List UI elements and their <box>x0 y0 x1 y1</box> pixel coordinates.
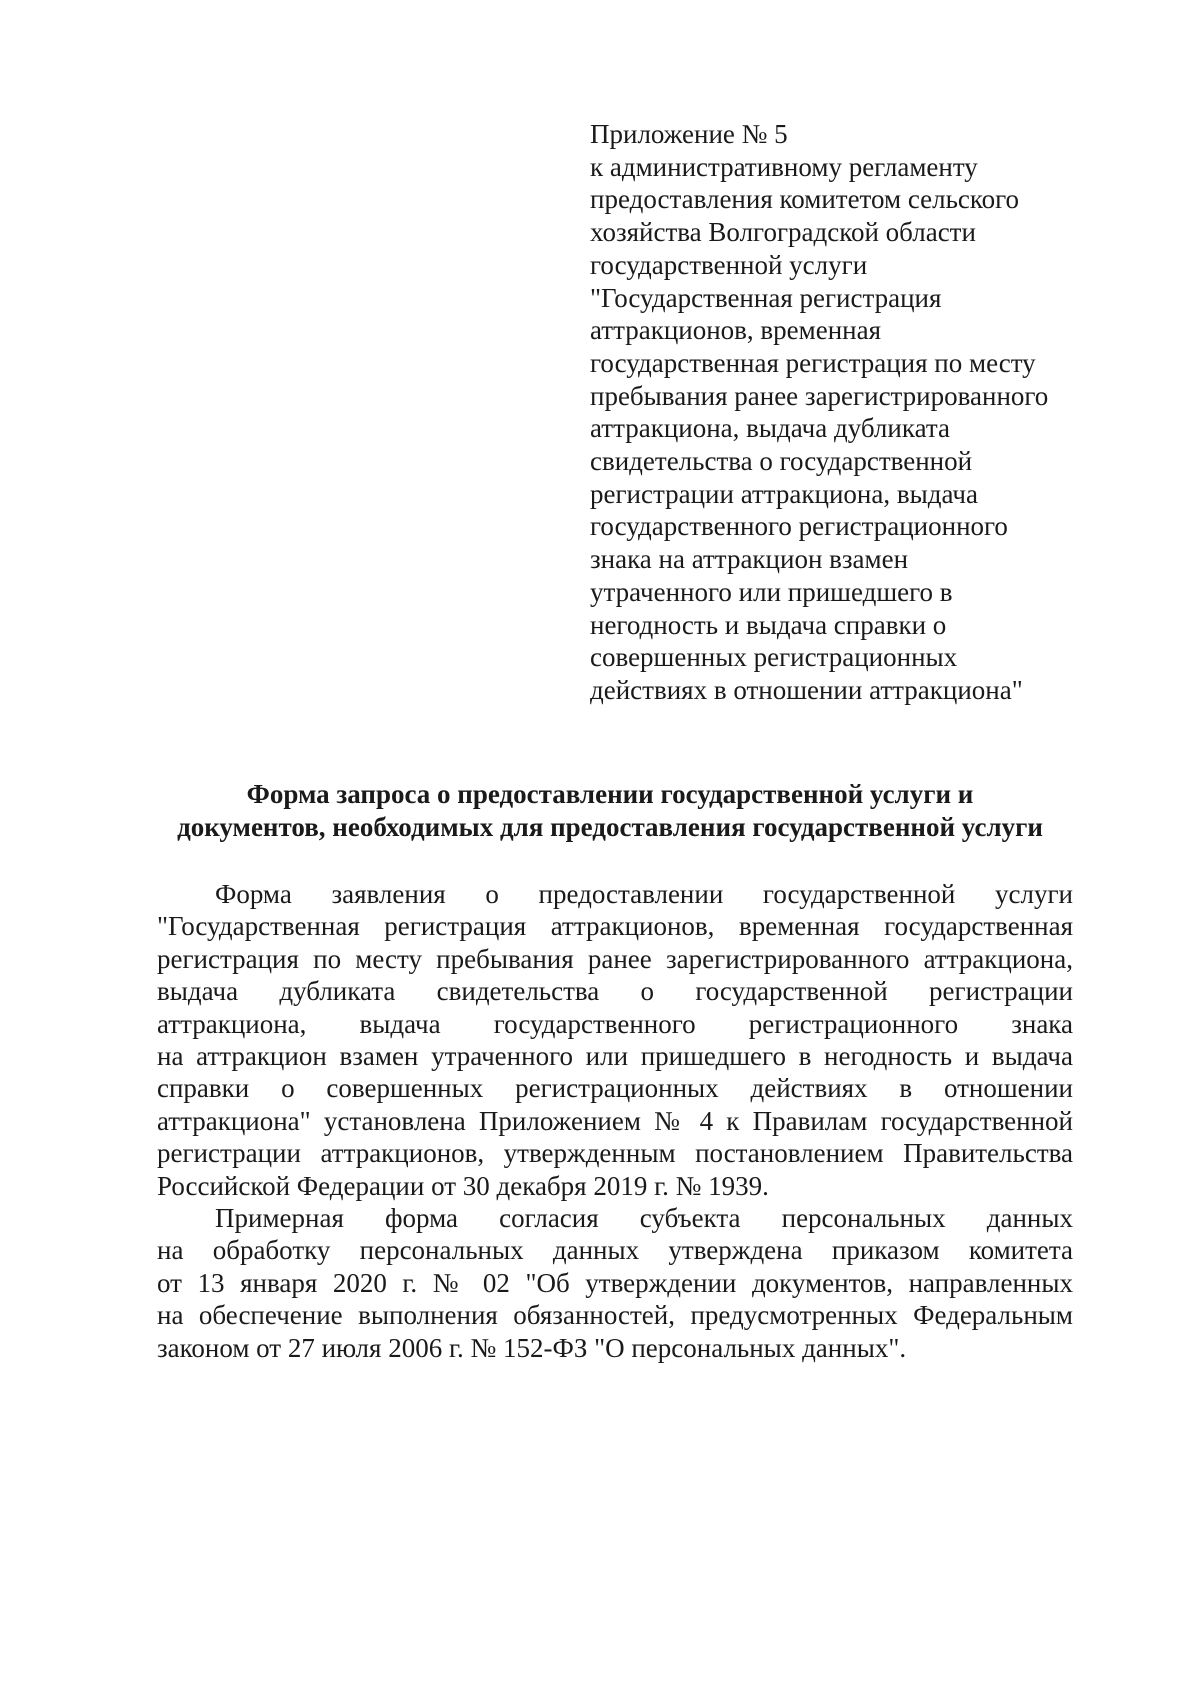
body-line: аттракциона" установлена Приложением № 4 к Правилам государственной <box>157 1105 1073 1136</box>
body-line: на обеспечение выполнения обязанностей, предусмотренных Федеральным <box>157 1300 1073 1331</box>
appendix-line: регистрации аттракциона, выдача <box>590 478 978 509</box>
appendix-line: знака на аттракцион взамен <box>590 544 909 575</box>
appendix-line: аттракциона, выдача дубликата <box>590 413 950 444</box>
body-line: Примерная форма согласия субъекта персональных данных <box>215 1203 1073 1234</box>
appendix-line: предоставления комитетом сельского <box>590 184 1020 215</box>
appendix-line: свидетельства о государственной <box>590 446 973 477</box>
appendix-line: государственная регистрация по месту <box>590 347 1036 378</box>
appendix-line: пребывания ранее зарегистрированного <box>590 380 1049 411</box>
body-line: законом от 27 июля 2006 г. № 152-ФЗ "О персональных данных". <box>157 1332 907 1363</box>
appendix-line: негодность и выдача справки о <box>590 609 947 640</box>
appendix-line: государственного регистрационного <box>590 511 1008 542</box>
body-line: Российской Федерации от 30 декабря 2019 г. № 1939. <box>157 1170 769 1201</box>
appendix-line: государственной услуги <box>590 249 868 280</box>
appendix-line: совершенных регистрационных <box>590 642 958 673</box>
body-line: справки о совершенных регистрационных действиях в отношении <box>157 1073 1073 1104</box>
paragraph-2 <box>157 1202 1073 1364</box>
body-line: на аттракцион взамен утраченного или пришедшего в негодность и выдача <box>157 1041 1073 1072</box>
appendix-line: к административному регламенту <box>590 151 978 182</box>
body-line: регистрация по месту пребывания ранее зарегистрированного аттракциона, <box>157 943 1073 974</box>
paragraph-1 <box>157 878 1073 1202</box>
title-line: документов, необходимых для предоставления государственной услуги <box>177 812 1043 842</box>
body-line: регистрации аттракционов, утвержденным постановлением Правительства <box>157 1138 1073 1169</box>
body-line: от 13 января 2020 г. № 02 "Об утверждении документов, направленных <box>157 1267 1073 1298</box>
document-body <box>157 878 1073 1364</box>
body-line: "Государственная регистрация аттракционов, временная государственная <box>157 911 1073 942</box>
body-line: аттракциона, выдача государственного регистрационного знака <box>157 1008 1073 1039</box>
appendix-header <box>590 118 1090 707</box>
appendix-line: действиях в отношении аттракциона" <box>590 674 1023 705</box>
appendix-line: аттракционов, временная <box>590 315 882 346</box>
appendix-line: хозяйства Волгоградской области <box>590 217 976 248</box>
document-title <box>150 778 1070 844</box>
appendix-line: Приложение № 5 <box>590 119 788 149</box>
appendix-line: "Государственная регистрация <box>590 282 942 313</box>
title-line: Форма запроса о предоставлении государственной услуги и <box>246 779 974 809</box>
body-line: выдача дубликата свидетельства о государственной регистрации <box>157 976 1073 1007</box>
appendix-line: утраченного или пришедшего в <box>590 576 953 607</box>
body-line: Форма заявления о предоставлении государственной услуги <box>215 879 1073 909</box>
body-line: на обработку персональных данных утверждена приказом комитета <box>157 1235 1073 1266</box>
